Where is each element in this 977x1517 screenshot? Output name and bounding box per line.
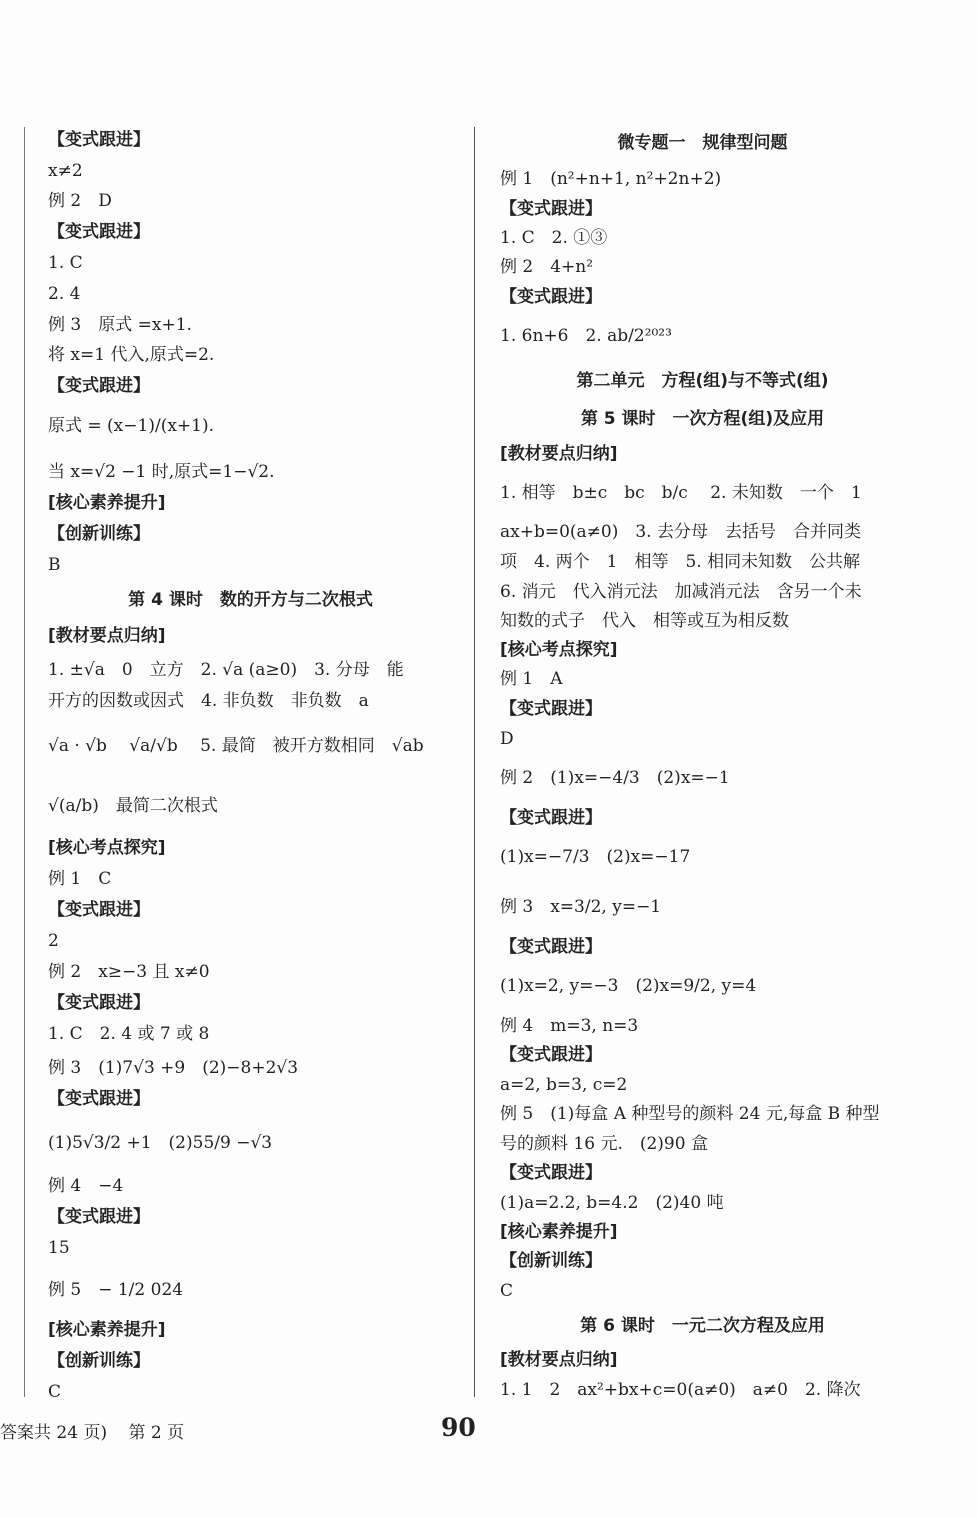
footer-page-info bbox=[0, 1418, 184, 1443]
example-line: 例 1 C bbox=[48, 869, 112, 889]
variation-heading: 【变式跟进】 bbox=[48, 993, 150, 1013]
answer-line: 知数的式子 代入 相等或互为相反数 bbox=[500, 611, 789, 631]
variation-heading: 【变式跟进】 bbox=[500, 199, 602, 219]
variation-heading: 【变式跟进】 bbox=[500, 699, 602, 719]
section-heading: [核心素养提升] bbox=[48, 493, 166, 513]
unit-title: 第二单元 方程(组)与不等式(组) bbox=[576, 371, 829, 391]
example-line: 例 1 A bbox=[500, 669, 563, 689]
answer-line: 1. C 2. 4 或 7 或 8 bbox=[48, 1024, 210, 1044]
answer-line: (1)a=2.2, b=4.2 (2)40 吨 bbox=[500, 1193, 724, 1213]
variation-heading: 【变式跟进】 bbox=[48, 130, 150, 150]
answer-line: 当 x=√2 −1 时,原式=1−√2. bbox=[48, 462, 275, 482]
variation-heading: 【变式跟进】 bbox=[48, 900, 150, 920]
answer-line: ax+b=0(a≠0) 3. 去分母 去括号 合并同类 bbox=[500, 522, 861, 542]
example-line: 例 2 x≥−3 且 x≠0 bbox=[48, 962, 210, 982]
section-heading: [核心素养提升] bbox=[500, 1222, 618, 1242]
answer-line: 号的颜料 16 元. (2)90 盒 bbox=[500, 1134, 708, 1154]
answer-line: D bbox=[500, 729, 514, 749]
answer-line: 2 bbox=[48, 931, 59, 951]
section-heading: [核心考点探究] bbox=[500, 640, 618, 660]
innovation-heading: 【创新训练】 bbox=[48, 1351, 150, 1371]
answer-line: 15 bbox=[48, 1238, 70, 1258]
left-binding-edge bbox=[24, 127, 25, 1397]
answer-line: 1. C 2. ①③ bbox=[500, 228, 608, 248]
column-divider bbox=[474, 127, 475, 1397]
answer-line: B bbox=[48, 555, 61, 575]
section-heading: [教材要点归纳] bbox=[48, 626, 166, 646]
answer-line: (1)x=−7/3 (2)x=−17 bbox=[500, 847, 691, 867]
example-line: 例 3 原式 =x+1. bbox=[48, 315, 192, 335]
variation-heading: 【变式跟进】 bbox=[500, 1045, 602, 1065]
answer-line: C bbox=[48, 1382, 62, 1402]
variation-heading: 【变式跟进】 bbox=[48, 376, 150, 396]
answer-line: a=2, b=3, c=2 bbox=[500, 1075, 628, 1095]
answer-line: 1. 相等 b±c bc b/c 2. 未知数 一个 1 bbox=[500, 483, 862, 503]
footer-page-label: 第 2 页 bbox=[128, 1423, 185, 1443]
answer-line: 1. ±√a 0 立方 2. √a (a≥0) 3. 分母 能 bbox=[48, 660, 404, 680]
example-line: 例 2 4+n² bbox=[500, 257, 594, 277]
answer-line: 将 x=1 代入,原式=2. bbox=[48, 345, 215, 365]
answer-line: 1. C bbox=[48, 253, 83, 273]
section-heading: [核心考点探究] bbox=[48, 838, 166, 858]
innovation-heading: 【创新训练】 bbox=[500, 1251, 602, 1271]
variation-heading: 【变式跟进】 bbox=[48, 1089, 150, 1109]
lesson-title: 第 6 课时 一元二次方程及应用 bbox=[580, 1316, 825, 1336]
example-line: 例 3 x=3/2, y=−1 bbox=[500, 897, 662, 917]
answer-line: 2. 4 bbox=[48, 284, 81, 304]
example-line: 例 5 (1)每盒 A 种型号的颜料 24 元,每盒 B 种型 bbox=[500, 1104, 880, 1124]
answer-line: 项 4. 两个 1 相等 5. 相同未知数 公共解 bbox=[500, 552, 861, 572]
answer-line: (1)x=2, y=−3 (2)x=9/2, y=4 bbox=[500, 976, 757, 996]
answer-line: 原式 = (x−1)/(x+1). bbox=[48, 416, 215, 436]
page-number: 90 bbox=[441, 1413, 476, 1442]
example-line: 例 5 − 1/2 024 bbox=[48, 1280, 184, 1300]
section-heading: [教材要点归纳] bbox=[500, 444, 618, 464]
answer-line: x≠2 bbox=[48, 161, 83, 181]
innovation-heading: 【创新训练】 bbox=[48, 524, 150, 544]
answer-line: √a · √b √a/√b 5. 最简 被开方数相同 √ab bbox=[48, 736, 424, 756]
variation-heading: 【变式跟进】 bbox=[500, 937, 602, 957]
section-heading: [核心素养提升] bbox=[48, 1320, 166, 1340]
answer-line: √(a/b) 最简二次根式 bbox=[48, 796, 218, 816]
example-line: 例 1 (n²+n+1, n²+2n+2) bbox=[500, 169, 722, 189]
variation-heading: 【变式跟进】 bbox=[48, 1207, 150, 1227]
lesson-title: 第 5 课时 一次方程(组)及应用 bbox=[580, 409, 825, 429]
answer-line: 开方的因数或因式 4. 非负数 非负数 a bbox=[48, 691, 369, 711]
variation-heading: 【变式跟进】 bbox=[48, 222, 150, 242]
variation-heading: 【变式跟进】 bbox=[500, 1163, 602, 1183]
example-line: 例 3 (1)7√3 +9 (2)−8+2√3 bbox=[48, 1058, 299, 1078]
answer-line: 1. 1 2 ax²+bx+c=0(a≠0) a≠0 2. 降次 bbox=[500, 1380, 861, 1400]
footer-total-pages: 答案共 24 页) bbox=[0, 1423, 108, 1443]
answer-line: 1. 6n+6 2. ab/2²⁰²³ bbox=[500, 326, 672, 346]
answer-line: 6. 消元 代入消元法 加减消元法 含另一个未 bbox=[500, 582, 862, 602]
example-line: 例 2 (1)x=−4/3 (2)x=−1 bbox=[500, 768, 730, 788]
lesson-title: 第 4 课时 数的开方与二次根式 bbox=[128, 590, 373, 610]
example-line: 例 4 −4 bbox=[48, 1176, 124, 1196]
variation-heading: 【变式跟进】 bbox=[500, 808, 602, 828]
answer-line: (1)5√3/2 +1 (2)55/9 −√3 bbox=[48, 1133, 273, 1153]
variation-heading: 【变式跟进】 bbox=[500, 287, 602, 307]
answer-line: C bbox=[500, 1281, 514, 1301]
example-line: 例 4 m=3, n=3 bbox=[500, 1016, 639, 1036]
example-line: 例 2 D bbox=[48, 191, 112, 211]
section-heading: [教材要点归纳] bbox=[500, 1350, 618, 1370]
topic-title: 微专题一 规律型问题 bbox=[617, 133, 788, 153]
